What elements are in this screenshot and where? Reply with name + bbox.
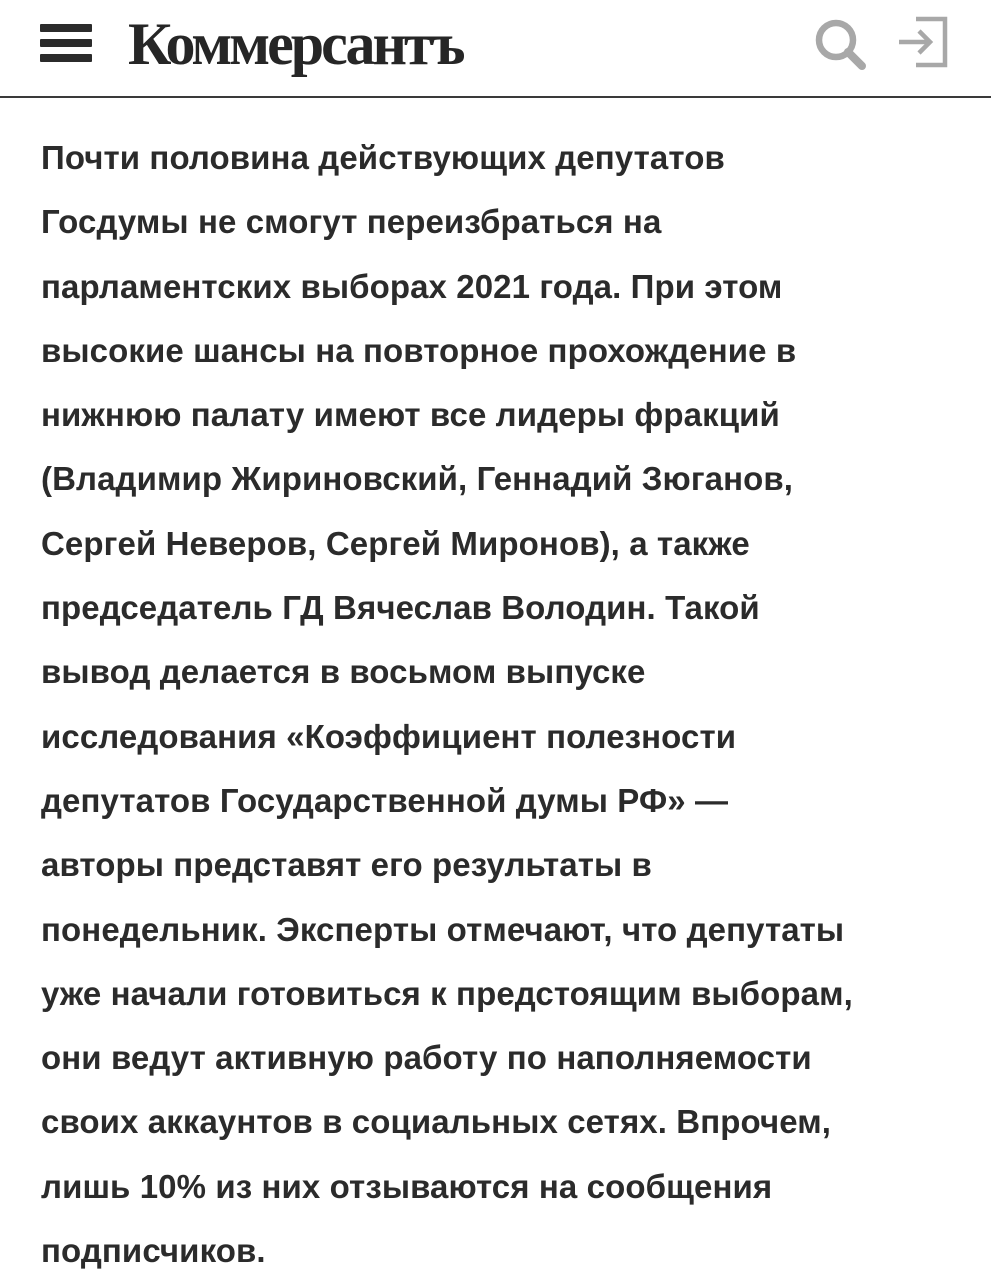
article-line: Сергей Неверов, Сергей Миронов), а также bbox=[41, 524, 750, 562]
article-line: нижнюю палату имеют все лидеры фракций bbox=[41, 396, 780, 434]
top-header bbox=[0, 0, 991, 98]
search-button[interactable] bbox=[812, 16, 870, 74]
article-line: они ведут активную работу по наполняемости bbox=[41, 1039, 812, 1077]
hamburger-menu-icon bbox=[40, 24, 92, 62]
article-line: лишь 10% из них отзываются на сообщения bbox=[41, 1167, 773, 1205]
login-icon bbox=[896, 16, 950, 70]
menu-button[interactable] bbox=[40, 24, 92, 62]
article-line: подписчиков. bbox=[41, 1232, 266, 1270]
article-line: вывод делается в восьмом выпуске bbox=[41, 653, 646, 691]
article-line: Госдумы не смогут переизбраться на bbox=[41, 203, 662, 241]
article-line: высокие шансы на повторное прохождение в bbox=[41, 331, 797, 369]
search-icon bbox=[812, 16, 870, 74]
article-line: депутатов Государственной думы РФ» — bbox=[41, 781, 729, 819]
login-button[interactable] bbox=[896, 16, 950, 70]
article-line: уже начали готовиться к предстоящим выборам, bbox=[41, 974, 853, 1012]
article-line: авторы представят его результаты в bbox=[41, 846, 652, 884]
article-line: (Владимир Жириновский, Геннадий Зюганов, bbox=[41, 460, 794, 498]
article-line: парламентских выборах 2021 года. При этом bbox=[41, 267, 783, 305]
article-line: Почти половина действующих депутатов bbox=[41, 139, 725, 176]
site-logo[interactable]: Коммерсантъ bbox=[128, 11, 463, 77]
article-line: председатель ГД Вячеслав Володин. Такой bbox=[41, 589, 760, 627]
article-line: своих аккаунтов в социальных сетях. Впрочем, bbox=[41, 1103, 832, 1141]
article-lead-text bbox=[41, 126, 961, 1283]
article-line: понедельник. Эксперты отмечают, что депутаты bbox=[41, 910, 845, 948]
article-line: исследования «Коэффициент полезности bbox=[41, 717, 737, 755]
